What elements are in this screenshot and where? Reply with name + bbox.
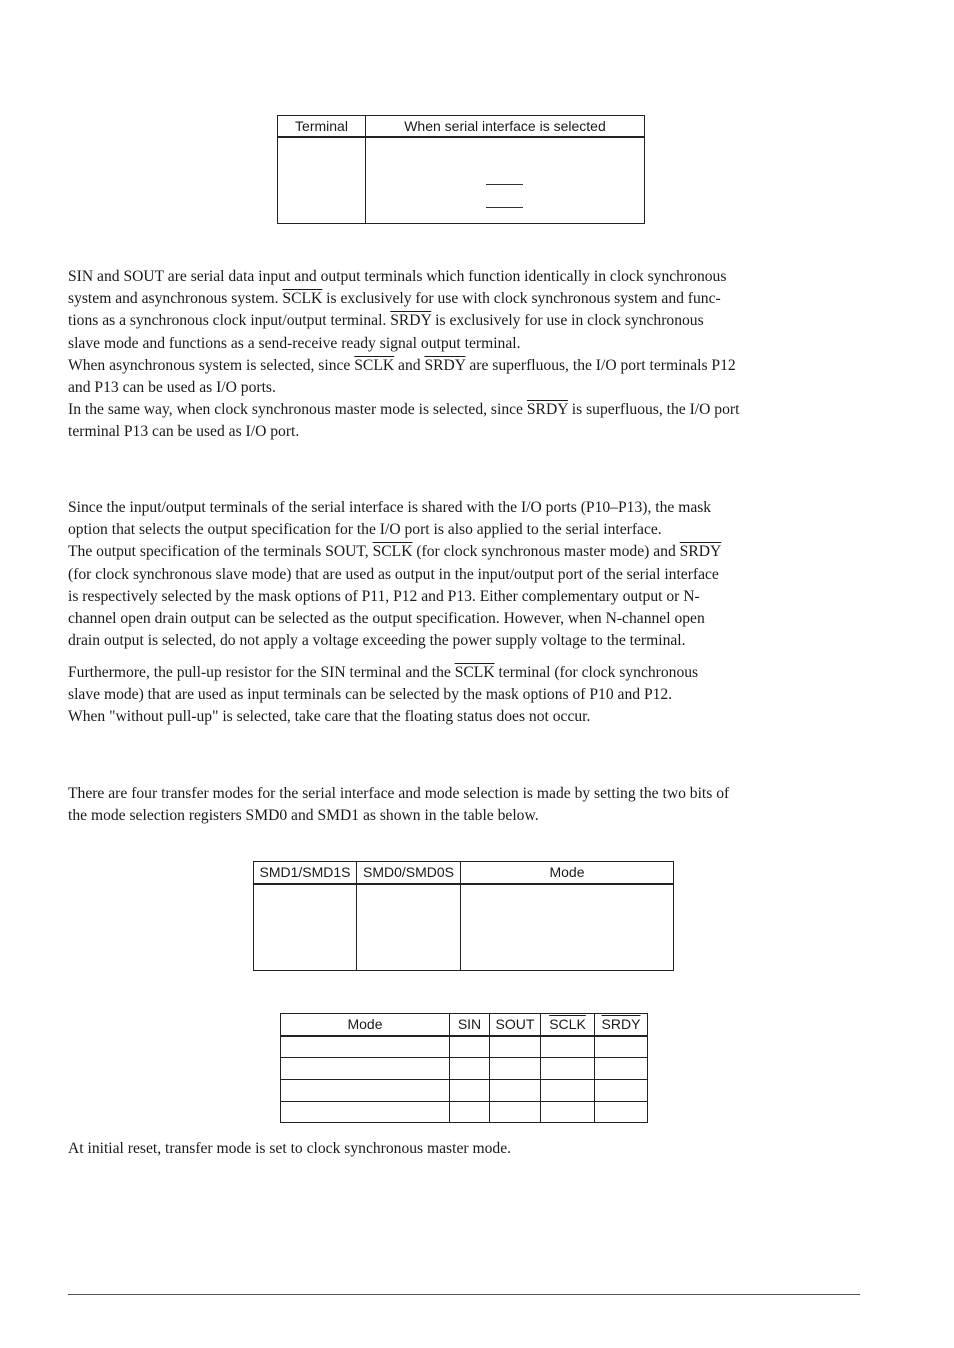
table-cell — [366, 137, 645, 224]
table-cell — [595, 1058, 648, 1080]
table-cell — [254, 884, 357, 971]
table-cell — [595, 1102, 648, 1123]
table-cell — [541, 1036, 595, 1058]
terminal-mode-header: SRDY — [595, 1014, 648, 1036]
table-cell — [541, 1058, 595, 1080]
table-cell — [490, 1036, 541, 1058]
paragraph-pull-up: Furthermore, the pull-up resistor for the SIN terminal and the SCLK terminal (for clock synchronous slave mode) that are used as input terminals can be selected by the mask options of P10 and P12. When "without pull-up" is selected, take care that the floating status does not occur. — [68, 664, 699, 726]
table-cell — [281, 1102, 450, 1123]
table-cell — [541, 1080, 595, 1102]
table-row — [281, 1058, 648, 1080]
table-row — [281, 1036, 648, 1058]
terminal-mode-header: SCLK — [541, 1014, 595, 1036]
paragraph-transfer-modes: There are four transfer modes for the serial interface and mode selection is made by setting the two bits of the mode selection registers SMD0 and SMD1 as shown in the table below. — [68, 785, 730, 825]
table-cell — [281, 1080, 450, 1102]
mode-table-header: SMD0/SMD0S — [357, 862, 461, 884]
terminal-mode-header: SOUT — [490, 1014, 541, 1036]
table-row — [281, 1102, 648, 1123]
footer-rule — [68, 1294, 860, 1295]
initial-reset-note: At initial reset, transfer mode is set to clock synchronous master mode. — [68, 1140, 512, 1157]
terminal-table — [277, 115, 645, 224]
table-cell — [450, 1102, 490, 1123]
table-cell — [595, 1080, 648, 1102]
terminal-table-header: When serial interface is selected — [366, 116, 645, 137]
table-cell — [281, 1058, 450, 1080]
terminal-mode-header: Mode — [281, 1014, 450, 1036]
terminal-mode-header: SIN — [450, 1014, 490, 1036]
table-cell — [450, 1058, 490, 1080]
mode-table-header: SMD1/SMD1S — [254, 862, 357, 884]
mode-table — [253, 861, 674, 971]
terminal-table-header: Terminal — [278, 116, 366, 137]
table-row — [281, 1080, 648, 1102]
paragraph-terminal-functions: SIN and SOUT are serial data input and output terminals which function identically in clock synchronous system and asynchronous system. SCLK is exclusively for use with clock synchronous system and func- tions as a synchronous clock input/output terminal. SRDY is exclusively for use in clock synchronous slave mode and functions as a send-receive ready signal output terminal. When asynchronous system is selected, since SCLK and SRDY are superfluous, the I/O port terminals P12 and P13 can be used as I/O ports. In the same way, when clock synchronous master mode is selected, since SRDY is superfluous, the I/O port terminal P13 can be used as I/O port. — [68, 268, 740, 441]
overline-mark — [486, 207, 523, 208]
table-cell — [595, 1036, 648, 1058]
table-cell — [490, 1102, 541, 1123]
table-cell — [541, 1102, 595, 1123]
table-cell — [357, 884, 461, 971]
overline-mark — [486, 184, 523, 185]
mode-table-header: Mode — [461, 862, 674, 884]
terminal-mode-table — [280, 1013, 648, 1123]
table-cell — [281, 1036, 450, 1058]
table-cell — [490, 1080, 541, 1102]
paragraph-output-spec: Since the input/output terminals of the serial interface is shared with the I/O ports (P10–P13), the mask option that selects the output specification for the I/O port is also applied to the serial interface. The output specification of the terminals SOUT, SCLK (for clock synchronous master mode) and SRDY (for clock synchronous slave mode) that are used as output in the input/output port of the serial interface is respectively selected by the mask options of P11, P12 and P13. Either complementary output or N- channel open drain output can be selected as the output specification. However, when N-channel open drain output is selected, do not apply a voltage exceeding the power supply voltage to the terminal. — [68, 499, 722, 650]
table-cell — [450, 1036, 490, 1058]
table-cell — [461, 884, 674, 971]
table-cell — [450, 1080, 490, 1102]
table-cell — [278, 137, 366, 224]
table-cell — [490, 1058, 541, 1080]
